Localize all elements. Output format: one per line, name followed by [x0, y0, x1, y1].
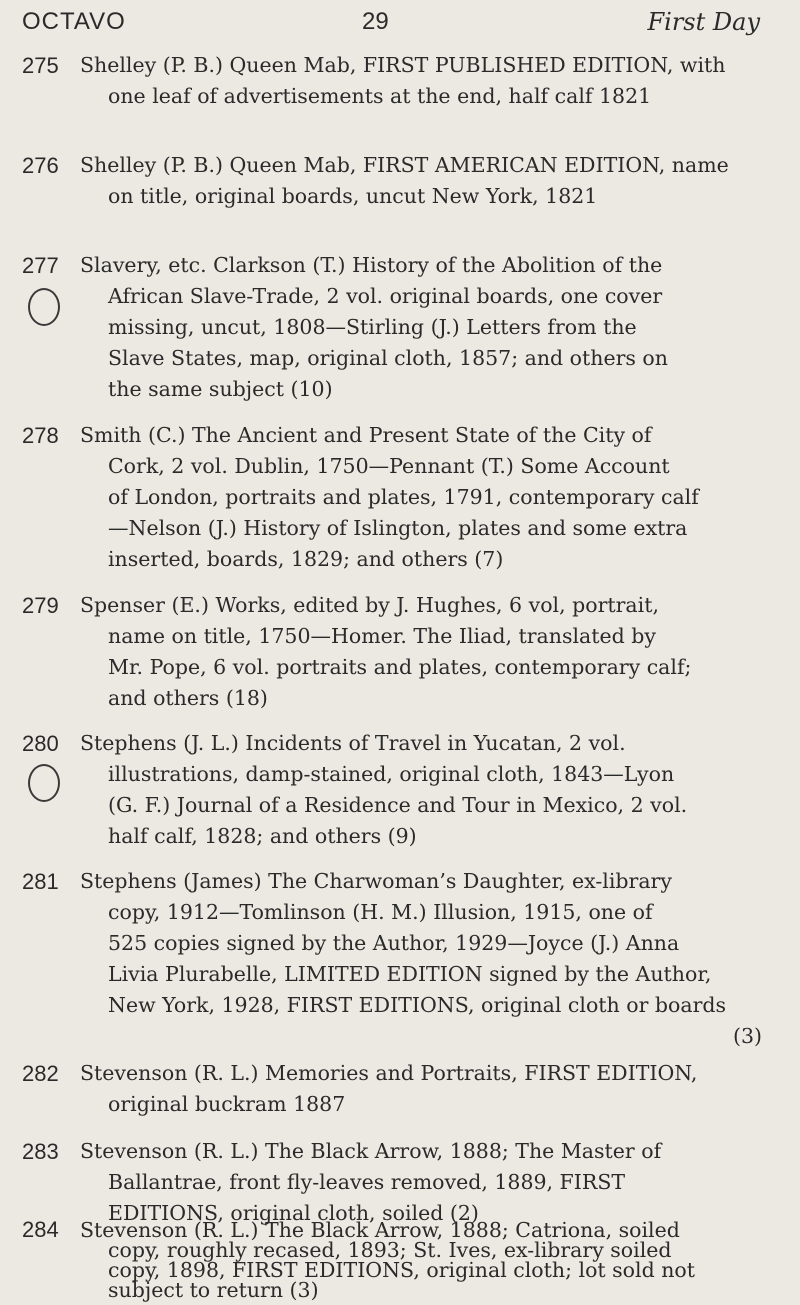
- lot-line: Slavery, etc. Clarkson (T.) History of the Abolition of the: [80, 253, 663, 277]
- lot-number: 276: [22, 153, 59, 178]
- lot-line: Ballantrae, front fly-leaves removed, 1889, FIRST: [108, 1170, 626, 1194]
- marginal-stamp-icon: [28, 764, 60, 802]
- lot-count: (3): [732, 1024, 762, 1048]
- format-label: OCTAVO: [22, 8, 126, 35]
- lot-description: [80, 728, 762, 852]
- lot-description: [80, 866, 762, 1052]
- lot-entry: [22, 866, 762, 1052]
- lot-number: 278: [22, 423, 59, 448]
- lot-description: [80, 50, 762, 112]
- lot-number: 284: [22, 1217, 59, 1242]
- sale-day-label: First Day: [647, 8, 760, 36]
- lot-line: Stevenson (R. L.) The Black Arrow, 1888; Catriona, soiled: [80, 1218, 680, 1242]
- lot-line: Stevenson (R. L.) The Black Arrow, 1888; The Master of: [80, 1139, 662, 1163]
- lot-number: 275: [22, 53, 59, 78]
- lot-number: 282: [22, 1061, 59, 1086]
- lot-line: Stephens (J. L.) Incidents of Travel in Yucatan, 2 vol.: [80, 731, 626, 755]
- lot-line: New York, 1928, FIRST EDITIONS, original cloth or boards: [108, 993, 727, 1017]
- lot-line: Spenser (E.) Works, edited by J. Hughes, 6 vol, portrait,: [80, 593, 659, 617]
- lot-line: illustrations, damp-stained, original cloth, 1843—Lyon: [108, 762, 675, 786]
- lot-line: Stevenson (R. L.) Memories and Portraits, FIRST EDITION,: [80, 1061, 698, 1085]
- lot-line: half calf, 1828; and others (9): [108, 824, 417, 848]
- lot-line: (G. F.) Journal of a Residence and Tour in Mexico, 2 vol.: [108, 793, 688, 817]
- lot-line: name on title, 1750—Homer. The Iliad, translated by: [108, 624, 656, 648]
- lot-line: and others (18): [108, 686, 268, 710]
- lot-line: Shelley (P. B.) Queen Mab, FIRST AMERICAN EDITION, name: [80, 153, 729, 177]
- lot-line: —Nelson (J.) History of Islington, plates and some extra: [108, 516, 688, 540]
- marginal-stamp-icon: [28, 288, 60, 326]
- lot-description: [80, 1220, 762, 1300]
- lot-description: [80, 1058, 762, 1120]
- lot-line: African Slave-Trade, 2 vol. original boards, one cover: [108, 284, 663, 308]
- lot-entry: [22, 250, 762, 405]
- lot-line: EDITIONS, original cloth, soiled (2): [108, 1201, 479, 1225]
- lot-description: [80, 250, 762, 405]
- lot-line: Cork, 2 vol. Dublin, 1750—Pennant (T.) Some Account: [108, 454, 670, 478]
- lot-line: on title, original boards, uncut New York, 1821: [108, 184, 598, 208]
- page-header: [22, 4, 760, 40]
- lot-entry: [22, 728, 762, 852]
- lot-line: the same subject (10): [108, 377, 333, 401]
- lot-description: [80, 1136, 762, 1229]
- lot-line: of London, portraits and plates, 1791, contemporary calf: [108, 485, 699, 509]
- lot-line: Shelley (P. B.) Queen Mab, FIRST PUBLISHED EDITION, with: [80, 53, 726, 77]
- lot-line: Stephens (James) The Charwoman’s Daughter, ex-library: [80, 869, 672, 893]
- lot-entry: [22, 150, 762, 212]
- lot-entry: [22, 420, 762, 575]
- lot-number: 280: [22, 731, 59, 756]
- lot-number: 281: [22, 869, 59, 894]
- lot-line: Smith (C.) The Ancient and Present State of the City of: [80, 423, 652, 447]
- lot-entry: [22, 1136, 762, 1229]
- lot-description: [80, 420, 762, 575]
- lot-line: inserted, boards, 1829; and others (7): [108, 547, 504, 571]
- lot-description: [80, 590, 762, 714]
- page-number: 29: [362, 8, 389, 35]
- lot-line: Livia Plurabelle, LIMITED EDITION signed by the Author,: [108, 962, 712, 986]
- lot-line: copy, 1898, FIRST EDITIONS, original cloth; lot sold not: [108, 1258, 696, 1282]
- lot-line: missing, uncut, 1808—Stirling (J.) Letters from the: [108, 315, 637, 339]
- lot-entry: [22, 590, 762, 714]
- lot-entry: [22, 50, 762, 112]
- lot-number: 277: [22, 253, 59, 278]
- lot-line: 525 copies signed by the Author, 1929—Joyce (J.) Anna: [108, 931, 680, 955]
- lot-number: 283: [22, 1139, 59, 1164]
- lot-line: Slave States, map, original cloth, 1857; and others on: [108, 346, 668, 370]
- lot-number: 279: [22, 593, 59, 618]
- lot-line: subject to return (3): [108, 1278, 319, 1302]
- lot-line: copy, 1912—Tomlinson (H. M.) Illusion, 1915, one of: [108, 900, 653, 924]
- lot-entry: [22, 1058, 762, 1120]
- lot-line: copy, roughly recased, 1893; St. Ives, ex-library soiled: [108, 1238, 672, 1262]
- lot-line: original buckram 1887: [108, 1092, 346, 1116]
- lot-line: Mr. Pope, 6 vol. portraits and plates, contemporary calf;: [108, 655, 692, 679]
- lot-entry: [22, 1217, 762, 1302]
- lot-line: one leaf of advertisements at the end, half calf 1821: [108, 84, 652, 108]
- lot-description: [80, 150, 762, 212]
